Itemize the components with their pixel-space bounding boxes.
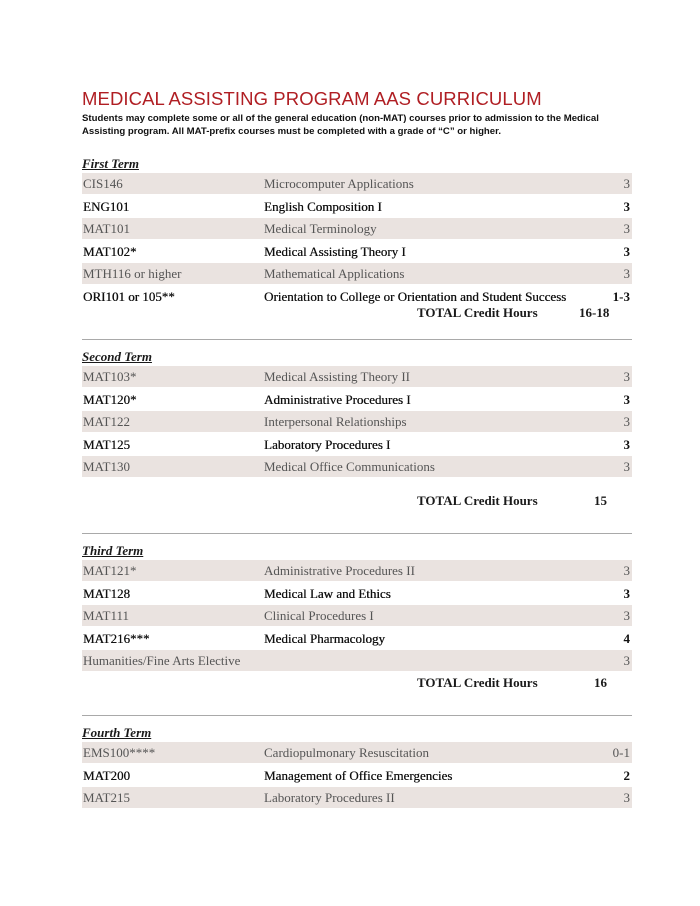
course-code: MAT102* (83, 243, 137, 259)
course-row (82, 434, 632, 455)
course-row (82, 263, 632, 284)
course-row (82, 218, 632, 239)
course-title: Clinical Procedures I (264, 608, 374, 623)
course-title: Medical Assisting Theory II (264, 369, 410, 384)
course-credits: 3 (623, 266, 630, 281)
course-title: Mathematical Applications (264, 266, 405, 281)
course-title: Laboratory Procedures II (264, 790, 395, 805)
course-credits: 3 (623, 608, 630, 623)
course-code: MAT125 (83, 436, 130, 452)
course-credits: 3 (623, 243, 630, 259)
course-row (82, 605, 632, 626)
course-title: Medical Pharmacology (264, 630, 385, 646)
term-heading: Third Term (82, 543, 144, 558)
course-credits: 3 (623, 391, 630, 407)
course-row (82, 366, 632, 387)
course-row (82, 241, 632, 262)
course-code: MAT103* (83, 369, 137, 384)
course-code: MTH116 or higher (83, 266, 182, 281)
course-title: Medical Office Communications (264, 459, 435, 474)
course-row (82, 583, 632, 604)
course-code: MAT120* (83, 391, 137, 407)
course-title: Interpersonal Relationships (264, 414, 407, 429)
course-code: MAT128 (83, 585, 130, 601)
total-label: TOTAL Credit Hours (417, 305, 538, 320)
course-row (82, 650, 632, 671)
course-row (82, 411, 632, 432)
course-credits: 3 (623, 459, 630, 474)
course-row (82, 173, 632, 194)
course-row (82, 456, 632, 477)
term-total (82, 491, 632, 511)
course-row (82, 196, 632, 217)
course-title: Medical Law and Ethics (264, 585, 391, 601)
course-row (82, 560, 632, 581)
total-value: 16-18 (579, 305, 610, 320)
term-heading: Fourth Term (82, 725, 152, 740)
course-code: MAT122 (83, 414, 130, 429)
term-heading: Second Term (82, 349, 152, 364)
section-divider (82, 339, 632, 340)
total-label: TOTAL Credit Hours (417, 493, 538, 508)
course-credits: 3 (623, 414, 630, 429)
course-credits: 1-3 (612, 288, 630, 304)
course-credits: 3 (623, 221, 630, 236)
course-title: Administrative Procedures II (264, 563, 415, 578)
course-code: MAT216*** (83, 630, 150, 646)
course-code: CIS146 (83, 176, 123, 191)
page-title: MEDICAL ASSISTING PROGRAM AAS CURRICULUM (82, 88, 542, 109)
course-credits: 3 (623, 436, 630, 452)
course-code: MAT215 (83, 790, 130, 805)
course-credits: 3 (623, 585, 630, 601)
course-code: MAT111 (83, 608, 129, 623)
course-title: Management of Office Emergencies (264, 767, 453, 783)
course-credits: 3 (623, 563, 630, 578)
term-third (82, 543, 632, 693)
term-first (82, 156, 632, 323)
course-title: Microcomputer Applications (264, 176, 414, 191)
course-code: ORI101 or 105** (83, 288, 175, 304)
section-divider (82, 715, 632, 716)
course-credits: 2 (623, 767, 630, 783)
course-credits: 3 (623, 198, 630, 214)
course-title: Orientation to College or Orientation and Student Success (264, 288, 567, 304)
term-heading: First Term (82, 156, 139, 171)
total-label: TOTAL Credit Hours (417, 675, 538, 690)
course-code: Humanities/Fine Arts Elective (83, 653, 241, 668)
course-credits: 3 (623, 369, 630, 384)
course-row (82, 742, 632, 763)
course-row (82, 628, 632, 649)
course-credits: 0-1 (612, 745, 630, 760)
intro-note: Students may complete some or all of the general education (non-MAT) courses prior to admission to the Medical Assisting program. All MAT-prefix courses must be completed with a grade of “C” or higher. (82, 113, 599, 137)
course-code: MAT130 (83, 459, 130, 474)
course-credits: 3 (623, 790, 630, 805)
course-title: Administrative Procedures I (264, 391, 411, 407)
course-row (82, 787, 632, 808)
course-credits: 3 (623, 653, 630, 668)
course-code: MAT121* (83, 563, 137, 578)
course-title: Medical Terminology (264, 221, 377, 236)
course-row (82, 765, 632, 786)
course-credits: 4 (623, 630, 630, 646)
section-divider (82, 533, 632, 534)
term-second (82, 349, 632, 511)
course-credits: 3 (623, 176, 630, 191)
course-title: Medical Assisting Theory I (264, 243, 406, 259)
total-value: 16 (594, 675, 607, 690)
course-title: Cardiopulmonary Resuscitation (264, 745, 430, 760)
course-title: English Composition I (264, 198, 382, 214)
course-code: MAT101 (83, 221, 130, 236)
total-value: 15 (594, 493, 607, 508)
course-title: Laboratory Procedures I (264, 436, 391, 452)
course-row (82, 389, 632, 410)
term-fourth (82, 725, 632, 810)
term-total (82, 303, 632, 323)
course-code: ENG101 (83, 198, 130, 214)
term-total (82, 673, 632, 693)
course-code: EMS100**** (83, 745, 156, 760)
course-code: MAT200 (83, 767, 130, 783)
